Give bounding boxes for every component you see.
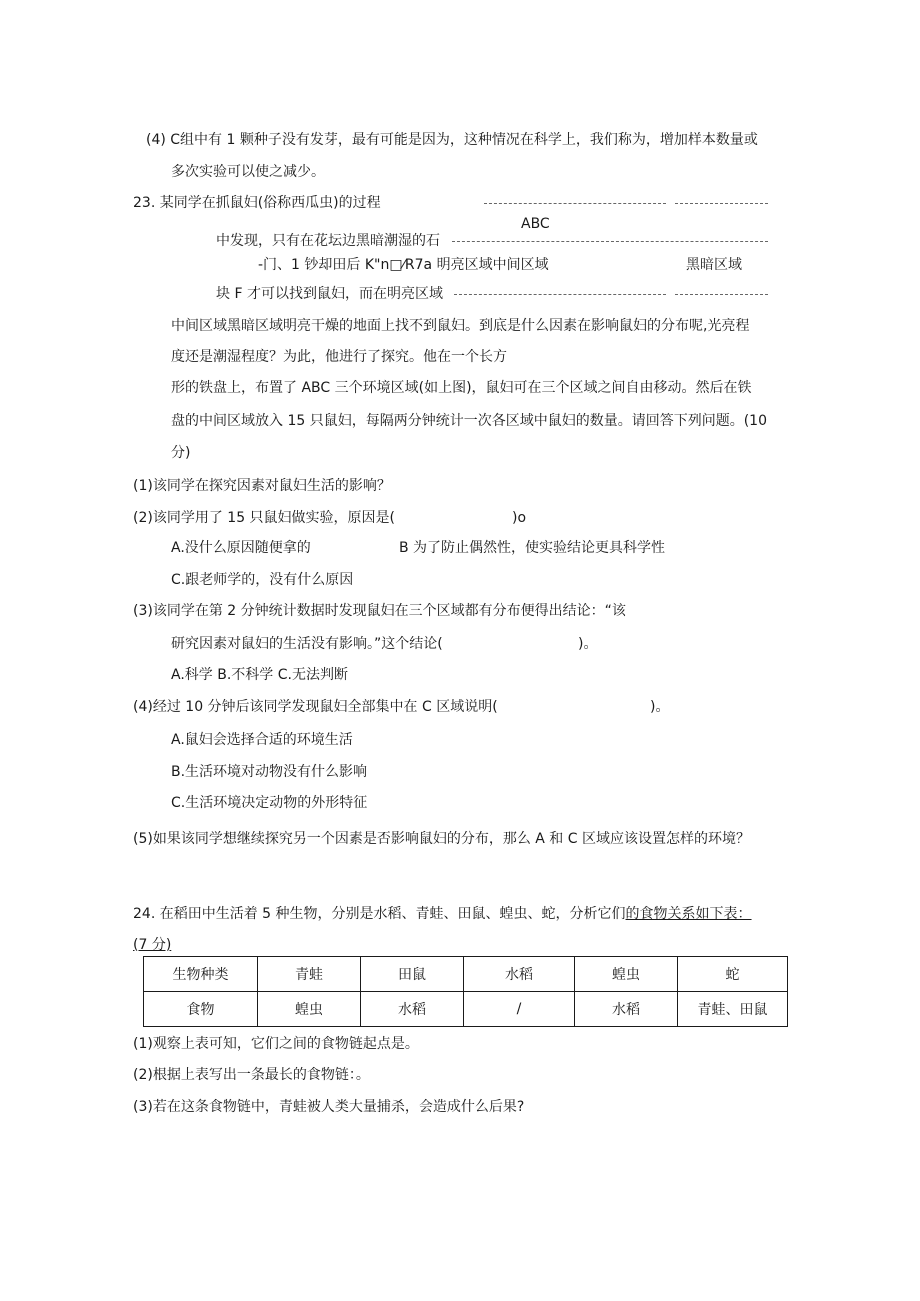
q24-intro-text: 24. 在稻田中生活着 5 种生物，分别是水稻、青蛙、田鼠、蝗虫、蛇，分析它们 [133,906,626,922]
table-cell: 田鼠 [361,957,464,992]
q23-sub4-close: )。 [650,699,670,715]
table-cell: 水稻 [575,992,678,1027]
table-cell: 蛇 [678,957,788,992]
table-header-row [144,957,788,992]
q23-sub2-close: )o [512,510,527,526]
figure-dashed-line [454,294,666,295]
table-cell: 青蛙 [258,957,361,992]
q23-sub1: (1)该同学在探究因素对鼠妇生活的影响？ [133,478,391,494]
q22-part4-line2: 多次实验可以使之减少。 [171,164,325,180]
table-cell: 水稻 [361,992,464,1027]
table-cell: 水稻 [464,957,575,992]
q23-para-line: 盘的中间区域放入 15 只鼠妇，每隔两分钟统计一次各区域中鼠妇的数量。请回答下列问题。(10 [171,413,767,429]
q22-part4-line1: (4) C组中有 1 颗种子没有发芽，最有可能是因为，这种情况在科学上，我们称为，增加样本数量或 [146,132,758,148]
q23-sub4-option-b: B.生活环境对动物没有什么影响 [171,764,368,780]
table-row [144,992,788,1027]
q24-sub3: (3)若在这条食物链中，青蛙被人类大量捕杀，会造成什么后果? [133,1099,525,1115]
q23-para-line: 形的铁盘上，布置了 ABC 三个环境区域(如上图)，鼠妇可在三个区域之间自由移动。然后在铁 [171,380,752,396]
table-cell: 蝗虫 [575,957,678,992]
q23-line3-right: 黑暗区域 [686,257,742,273]
figure-dashed-line [675,203,768,204]
q23-sub4-option-c: C.生活环境决定动物的外形特征 [171,795,368,811]
q23-sub3-close: )。 [578,636,598,652]
food-relation-table [143,956,788,1027]
q23-sub4-option-a: A.鼠妇会选择合适的环境生活 [171,732,353,748]
q23-sub3-options: A.科学 B.不科学 C.无法判断 [171,667,348,683]
q24-sub1: (1)观察上表可知，它们之间的食物链起点是。 [133,1036,419,1052]
figure-dashed-line [484,203,666,204]
q23-sub5: (5)如果该同学想继续探究另一个因素是否影响鼠妇的分布，那么 A 和 C 区域应该设置怎样的环境？ [133,831,750,847]
figure-labels: ABC [521,216,550,232]
q24-sub2: (2)根据上表写出一条最长的食物链：。 [133,1067,370,1083]
q24-score: (7 分) [133,937,172,953]
table-cell: 食物 [144,992,258,1027]
q23-sub2-option-b: B 为了防止偶然性，使实验结论更具科学性 [399,540,666,556]
q23-sub3-line2: 研究因素对鼠妇的生活没有影响。”这个结论( [171,636,443,652]
q23-para-line: 分) [171,445,191,461]
table-cell: 青蛙、田鼠 [678,992,788,1027]
q23-para-line: 中间区域黑暗区域明亮干燥的地面上找不到鼠妇。到底是什么因素在影响鼠妇的分布呢,光亮程 [171,318,750,334]
q24-intro-underlined: 的食物关系如下表： [625,906,752,922]
q23-line3-left: -门、1 钞却田后 K"n□⁄R7a 明亮区域中间区域 [258,257,549,273]
q23-sub4: (4)经过 10 分钟后该同学发现鼠妇全部集中在 C 区域说明( [133,699,498,715]
q23-sub2-option-a: A.没什么原因随便拿的 [171,540,311,556]
q23-sub3-line1: (3)该同学在第 2 分钟统计数据时发现鼠妇在三个区域都有分布便得出结论：“该 [133,603,626,619]
q23-para-line: 度还是潮湿程度？为此，他进行了探究。他在一个长方 [171,349,507,365]
q23-intro: 23. 某同学在抓鼠妇(俗称西瓜虫)的过程 [133,195,381,211]
q24-intro [133,904,752,924]
q23-sub2: (2)该同学用了 15 只鼠妇做实验，原因是( [133,510,396,526]
table-cell: 生物种类 [144,957,258,992]
table-cell: / [464,992,575,1027]
q23-line4: 块 F 才可以找到鼠妇，而在明亮区域 [216,286,443,302]
figure-dashed-line [452,241,768,242]
q23-line2: 中发现，只有在花坛边黑暗潮湿的石 [216,233,440,249]
q23-sub2-option-c: C.跟老师学的，没有什么原因 [171,572,354,588]
table-cell: 蝗虫 [258,992,361,1027]
figure-dashed-line [675,294,768,295]
